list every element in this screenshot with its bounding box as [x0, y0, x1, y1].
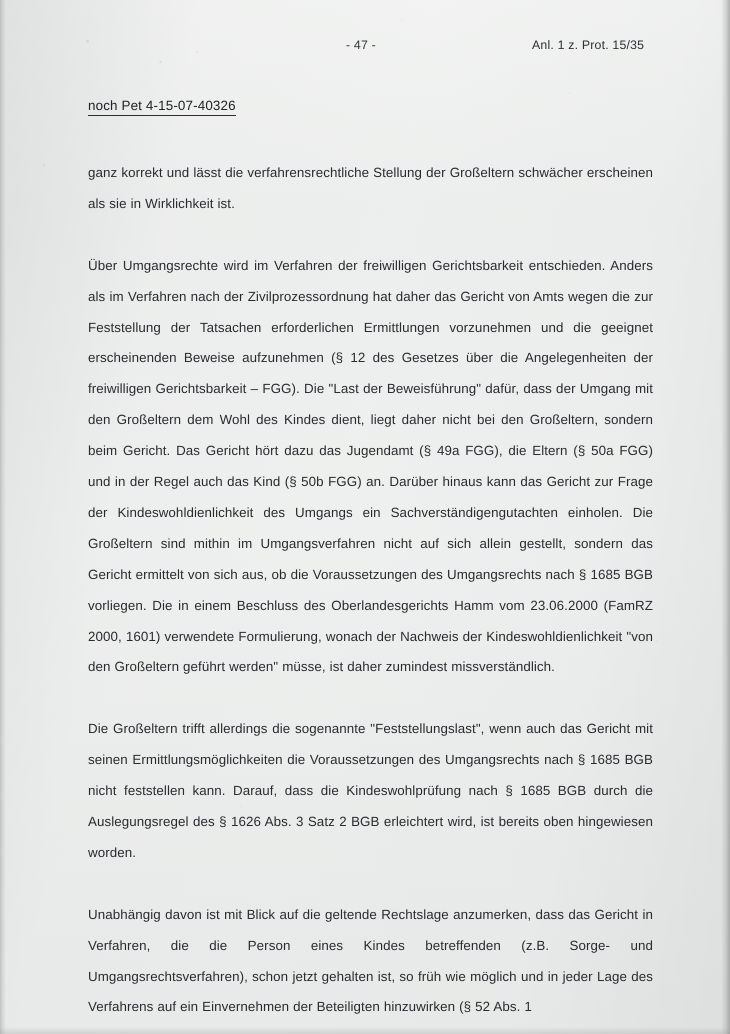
paragraph-3: Die Großeltern trifft allerdings die sogenannte "Feststellungslast", wenn auch das Gericht mit seinen Ermittlungsmöglichkeiten die Voraussetzungen des Umgangsrechts nach § 1685 BGB nicht feststellen kann. Darauf, dass die Kindeswohlprüfung nach § 1685 BGB durch die Auslegungsregel des § 1626 Abs. 3 Satz 2 BGB erleichtert wird, ist bereits oben hingewiesen worden.: [88, 721, 653, 860]
body-text: [88, 158, 653, 1023]
page-header: [88, 38, 652, 58]
document-reference: Anl. 1 z. Prot. 15/35: [532, 38, 645, 52]
page-number: - 47 -: [346, 38, 376, 52]
paragraph-1: ganz korrekt und lässt die verfahrensrechtliche Stellung der Großeltern schwächer erscheinen als sie in Wirklichkeit ist.: [88, 165, 653, 211]
paragraph-2: Über Umgangsrechte wird im Verfahren der freiwilligen Gerichtsbarkeit entschieden. Anders als im Verfahren nach der Zivilprozessordnung hat daher das Gericht von Amts wegen die zur Feststellung der Tatsachen erforderlichen Ermittlungen vorzunehmen und die geeignet erscheinenden Beweise aufzunehmen (§ 12 des Gesetzes über die Angelegenheiten der freiwilligen Gerichtsbarkeit – FGG). Die "Last der Beweisführung" dafür, dass der Umgang mit den Großeltern dem Wohl des Kindes dient, liegt daher nicht bei den Großeltern, sondern beim Gericht. Das Gericht hört dazu das Jugendamt (§ 49a FGG), die Eltern (§ 50a FGG) und in der Regel auch das Kind (§ 50b FGG) an. Darüber hinaus kann das Gericht zur Frage der Kindeswohldienlichkeit des Umgangs ein Sachverständigengutachten einholen. Die Großeltern sind mithin im Umgangsverfahren nicht auf sich allein gestellt, sondern das Gericht ermittelt von sich aus, ob die Voraussetzungen des Umgangsrechts nach § 1685 BGB vorliegen. Die in einem Beschluss des Oberlandesgerichts Hamm vom 23.06.2000 (FamRZ 2000, 1601) verwendete Formulierung, wonach der Nachweis der Kindeswohldienlichkeit "von den Großeltern geführt werden" müsse, ist daher zumindest missverständlich.: [88, 257, 653, 675]
paragraph-4: Unabhängig davon ist mit Blick auf die geltende Rechtslage anzumerken, dass das Gericht in Verfahren, die die Person eines Kindes betreffenden (z.B. Sorge- und Umgangsrechtsverfahren), schon jetzt gehalten ist, so früh wie möglich und in jeder Lage des Verfahrens auf ein Einvernehmen der Beteiligten hinzuwirken (§ 52 Abs. 1: [88, 906, 653, 1015]
file-reference-heading: noch Pet 4-15-07-40326: [88, 98, 236, 116]
